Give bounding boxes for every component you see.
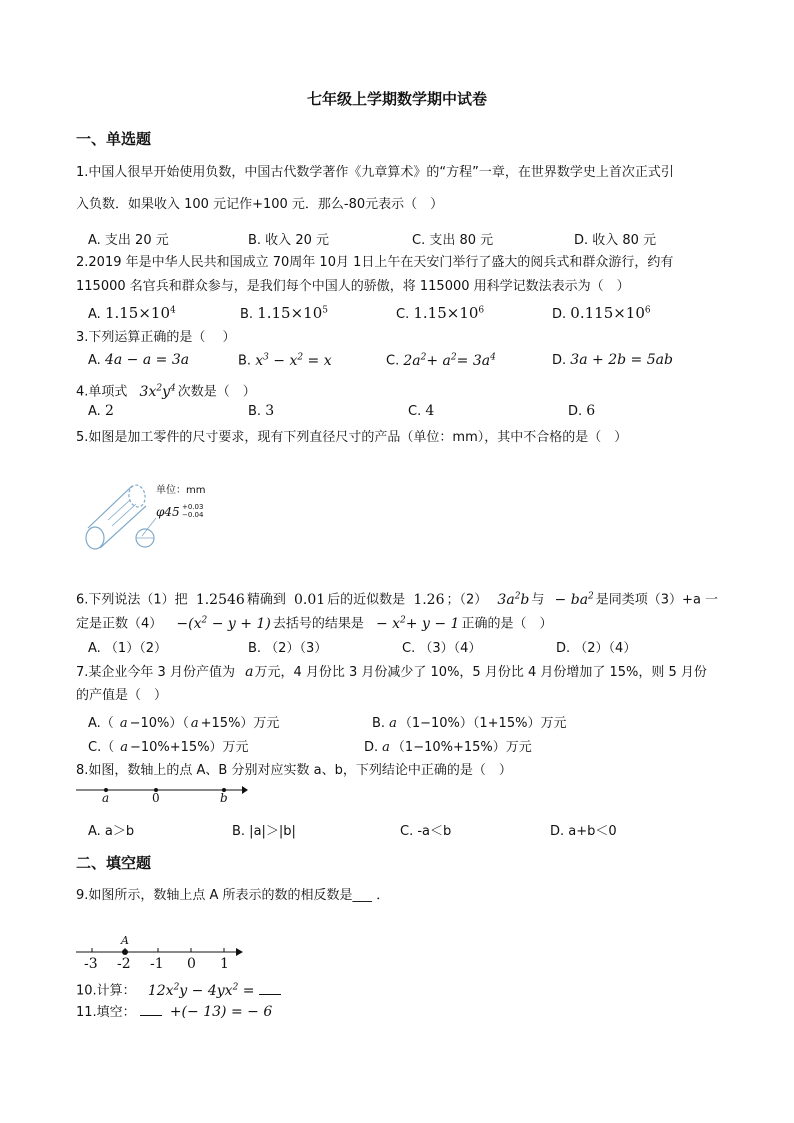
q8-axis-label-zero: 0: [152, 791, 160, 805]
q3-option-d: D. 3a + 2b = 5ab: [552, 352, 673, 368]
q4-option-a: A. 2: [88, 403, 114, 419]
question-1-line-2: 入负数．如果收入 100 元记作+100 元．那么-80元表示（ ）: [76, 197, 444, 212]
q6-option-d: D. （2）（4）: [556, 641, 637, 656]
q6-option-b: B. （2）（3）: [248, 641, 328, 656]
question-3-stem: 3.下列运算正确的是（ ）: [76, 330, 236, 345]
q10-answer-blank: [259, 982, 281, 995]
q1-option-d: D. 收入 80 元: [574, 233, 657, 248]
section-heading-fill-in: 二、填空题: [76, 854, 152, 872]
q7-option-d: D. a （1−10%+15%）万元: [364, 740, 532, 755]
q9-point-label: A: [121, 934, 129, 947]
q7-option-c: C.（ a −10%+15%）万元: [88, 740, 249, 755]
q8-axis-label-b: b: [220, 791, 228, 805]
q3-option-b: B. $x^3 - x^2 = x$: [238, 352, 332, 369]
q7-option-b: B. a （1−10%）（1+15%）万元: [372, 716, 567, 731]
q9-point-a: [122, 949, 128, 955]
q3-option-a: A. 4a − a = 3a: [88, 352, 190, 368]
question-5-stem: 5.如图是加工零件的尺寸要求，现有下列直径尺寸的产品（单位：mm），其中不合格的是（ ）: [76, 430, 628, 445]
question-9-stem: 9.如图所示，数轴上点 A 所表示的数的相反数是___ ．: [76, 888, 390, 903]
question-1-line-1: 1.中国人很早开始使用负数，中国古代数学著作《九章算术》的“方程”一章，在世界数学史上首次正式引: [76, 165, 674, 180]
question-6-line-1: 6.下列说法（1）把 1.2546 精确到 0.01 后的近似数是 1.26 ；（2） $3a^2b$ 与 − $ba^2$ 是同类项（3）+a 一: [76, 591, 719, 608]
q6-option-a: A. （1）（2）: [88, 641, 167, 656]
q8-axis-label-a: a: [102, 791, 110, 805]
question-7-line-1: 7.某企业今年 3 月份产值为 a万元，4 月份比 3 月份减少了 10%，5 月份比 4 月份增加了 15%，则 5 月份: [76, 664, 707, 680]
q2-option-b: B. $1.15\times 10^5$: [240, 304, 328, 322]
question-4-stem: 4.单项式 $3x^2y^4$ 次数是（ ）: [76, 383, 256, 400]
question-7-line-2: 的产值是（ ）: [76, 688, 168, 703]
q1-option-b: B. 收入 20 元: [248, 233, 329, 248]
q9-tick-minus3: -3: [84, 956, 98, 972]
q11-answer-blank: [140, 1003, 162, 1016]
q3-option-c: C. $2a^2+ a^2= 3a^4$: [386, 352, 496, 369]
q4-option-c: C. 4: [408, 403, 435, 419]
q2-option-a: A. $1.15\times 10^4$: [88, 304, 176, 322]
q7-option-a: A.（ a −10%）（ a +15%）万元: [88, 716, 280, 731]
q5-dimension-label: φ45: [156, 505, 180, 519]
q8-option-a: A. a＞b: [88, 824, 135, 839]
question-8-stem: 8.如图，数轴上的点 A、B 分别对应实数 a、b，下列结论中正确的是（ ）: [76, 763, 512, 778]
question-2-line-1: 2.2019 年是中华人民共和国成立 70周年 10月 1日上午在天安门举行了盛大的阅兵式和群众游行，约有: [76, 255, 674, 270]
q8-option-b: B. |a|＞|b|: [232, 824, 296, 839]
question-2-line-2: 115000 名官兵和群众参与，是我们每个中国人的骄傲，将 115000 用科学记数法表示为（ ）: [76, 279, 630, 294]
q6-option-c: C. （3）（4）: [402, 641, 482, 656]
q5-tolerance: +0.03 −0.04: [182, 503, 204, 519]
q9-tick-one: 1: [220, 956, 229, 972]
page-title: 七年级上学期数学期中试卷: [306, 90, 487, 108]
question-6-line-2: 定是正数$(4) -(x^2 - y + 1)$ 去括号的结果是 − $x^2+ y - 1$ 正确的是（ ）: [76, 615, 553, 632]
q9-tick-minus2: -2: [117, 956, 131, 972]
q9-tick-minus1: -1: [150, 956, 164, 972]
section-heading-single-choice: 一、单选题: [76, 130, 152, 148]
q4-option-b: B. 3: [248, 403, 275, 419]
q4-option-d: D. 6: [568, 403, 596, 419]
q2-option-c: C. $1.15\times 10^6$: [396, 304, 485, 322]
q5-unit-label: 单位：mm: [156, 485, 206, 496]
q8-option-d: D. a+b＜0: [550, 824, 617, 839]
question-10-stem: 10.计算： $12x^2y - 4yx^2$ =: [76, 977, 281, 1002]
q8-option-c: C. -a＜b: [400, 824, 452, 839]
question-11-stem: 11.填空： +(− 13) = − 6: [76, 1004, 273, 1020]
q2-option-d: D. $0.115\times 10^6$: [552, 304, 651, 322]
q1-option-a: A. 支出 20 元: [88, 233, 169, 248]
q1-option-c: C. 支出 80 元: [412, 233, 494, 248]
q9-tick-zero: 0: [187, 956, 196, 972]
